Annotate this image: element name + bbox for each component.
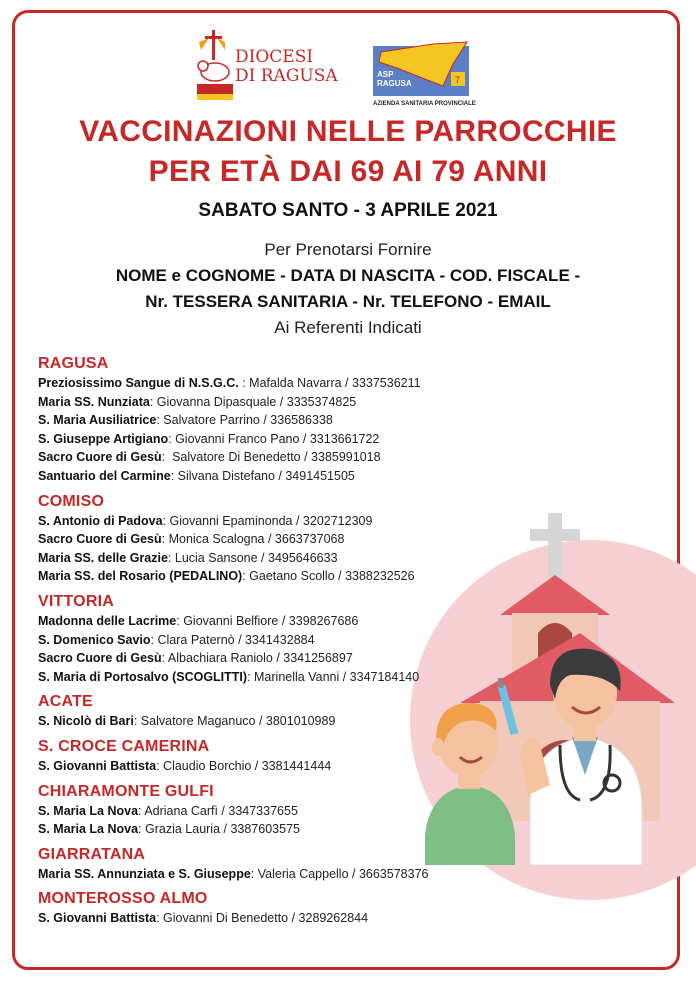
separator: : — [242, 569, 250, 584]
parish-name: Maria SS. del Rosario (PEDALINO) — [38, 569, 243, 584]
section-giarratana — [38, 845, 538, 884]
list-item — [38, 512, 538, 531]
instructions-line4: Ai Referenti Indicati — [274, 318, 422, 337]
parish-name: S. Giovanni Battista — [38, 758, 157, 773]
lamb-book-icon — [195, 28, 235, 108]
section-title: VITTORIA — [38, 592, 114, 610]
referent-contact: Grazia Lauria / 3387603575 — [145, 822, 300, 837]
section-title: ACATE — [38, 693, 93, 711]
separator: : — [161, 532, 169, 547]
diocesi-logo — [195, 28, 345, 108]
referent-contact: Gaetano Scollo / 3388232526 — [249, 569, 415, 584]
section-monterosso-almo — [38, 889, 538, 928]
asp-label — [377, 70, 412, 88]
list-item — [38, 802, 538, 821]
referent-contact: Adriana Carfì / 3347337655 — [144, 803, 298, 818]
parish-name: Sacro Cuore di Gesù — [38, 532, 162, 547]
list-item — [38, 820, 538, 839]
list-item — [38, 549, 538, 568]
parish-name: Maria SS. Nunziata — [38, 394, 150, 409]
parish-name: Preziosissimo Sangue di N.S.G.C. — [38, 376, 239, 390]
parish-name: S. Giuseppe Artigiano — [38, 431, 169, 446]
parish-name: S. Domenico Savio — [38, 632, 151, 647]
instructions-line1: Per Prenotarsi Fornire — [264, 240, 432, 259]
asp-logo — [373, 38, 483, 108]
parish-name: Santuario del Carmine — [38, 468, 171, 483]
referent-contact: Giovanni Franco Pano / 3313661722 — [175, 431, 380, 446]
section-comiso — [38, 492, 538, 586]
parish-name: S. Maria La Nova — [38, 822, 139, 837]
referent-contact: Giovanna Dipasquale / 3335374825 — [156, 394, 357, 409]
separator: : — [161, 651, 168, 666]
parish-name: Sacro Cuore di Gesù — [38, 450, 162, 465]
list-item — [38, 393, 538, 412]
list-item — [38, 411, 538, 430]
section-title: MONTEROSSO ALMO — [38, 890, 208, 908]
referent-contact: Claudio Borchio / 3381441444 — [163, 758, 332, 773]
separator: : — [156, 413, 164, 428]
referent-contact: Clara Paternò / 3341432884 — [157, 632, 315, 647]
separator: : — [150, 632, 158, 647]
section-title: S. CROCE CAMERINA — [38, 737, 210, 755]
section-title: RAGUSA — [38, 355, 109, 372]
diocesi-name — [235, 48, 338, 86]
parish-name: S. Nicolò di Bari — [38, 714, 134, 729]
list-item — [38, 530, 538, 549]
separator: : — [162, 513, 170, 528]
parish-name: S. Antonio di Padova — [38, 513, 163, 528]
separator: : — [247, 669, 255, 684]
section-title: COMISO — [38, 492, 105, 510]
referent-contact: Valeria Cappello / 3663578376 — [257, 866, 429, 881]
parish-name: S. Maria di Portosalvo (SCOGLITTI) — [38, 669, 248, 684]
section-acate — [38, 692, 538, 731]
separator: : — [138, 822, 145, 837]
separator: : — [156, 911, 164, 926]
separator: : — [161, 450, 173, 465]
asp-line1: ASP — [377, 70, 394, 79]
parish-name: Maria SS. Annunziata e S. Giuseppe — [38, 866, 251, 881]
separator: : — [168, 431, 176, 446]
referent-contact: Monica Scalogna / 3663737068 — [168, 532, 345, 547]
separator: : — [176, 613, 184, 628]
section-ragusa — [38, 354, 538, 486]
list-item — [38, 909, 538, 928]
asp-subtitle: AZIENDA SANITARIA PROVINCIALE — [373, 101, 476, 107]
list-item — [38, 631, 538, 650]
section-vittoria — [38, 592, 538, 686]
title-line2: PER ETÀ DAI 69 AI 79 ANNI — [148, 155, 548, 188]
referent-contact: Salvatore Parrino / 336586338 — [163, 413, 333, 428]
referent-contact: Giovanni Belfiore / 3398267686 — [183, 613, 359, 628]
parish-name: Maria SS. delle Grazie — [38, 550, 168, 565]
asp-line2: RAGUSA — [377, 79, 412, 88]
parish-name: S. Maria Ausiliatrice — [38, 413, 157, 428]
diocesi-line1: DIOCESI — [235, 47, 314, 67]
event-date: SABATO SANTO - 3 APRILE 2021 — [198, 200, 498, 221]
separator: : — [156, 758, 164, 773]
separator: : — [170, 468, 178, 483]
list-item — [38, 668, 538, 687]
referent-contact: Salvatore Maganuco / 3801010989 — [140, 714, 336, 729]
list-item — [38, 649, 538, 668]
asp-number-label: 7 — [455, 75, 461, 85]
instructions-line3: Nr. TESSERA SANITARIA - Nr. TELEFONO - EMAIL — [145, 292, 551, 311]
list-item — [38, 712, 538, 731]
parish-name: S. Giovanni Battista — [38, 911, 157, 926]
logo-row — [195, 28, 485, 110]
list-item — [38, 567, 538, 586]
separator: : — [138, 803, 145, 818]
parish-name: Sacro Cuore di Gesù — [38, 651, 162, 666]
separator: : — [133, 714, 141, 729]
separator: : — [167, 550, 175, 565]
parish-list — [38, 354, 538, 934]
referent-contact: Silvana Distefano / 3491451505 — [177, 468, 355, 483]
list-item — [38, 430, 538, 449]
referent-contact: Albachiara Raniolo / 3341256897 — [167, 651, 353, 666]
referent-contact: Salvatore Di Benedetto / 3385991018 — [172, 450, 381, 465]
parish-name: Madonna delle Lacrime — [38, 613, 177, 628]
referent-contact: Giovanni Di Benedetto / 3289262844 — [163, 911, 369, 926]
section-title: GIARRATANA — [38, 845, 146, 863]
list-item — [38, 757, 538, 776]
referent-contact: Marinella Vanni / 3347184140 — [254, 669, 420, 684]
list-item — [38, 374, 538, 393]
section-s-croce-camerina — [38, 737, 538, 776]
referent-contact: Giovanni Epaminonda / 3202712309 — [169, 513, 373, 528]
separator: : — [149, 394, 157, 409]
diocesi-line2: DI RAGUSA — [235, 66, 338, 86]
instructions-line2: NOME e COGNOME - DATA DI NASCITA - COD. FISCALE - — [115, 266, 581, 285]
list-item — [38, 865, 538, 884]
separator: : — [250, 866, 258, 881]
list-item — [38, 467, 538, 486]
referent-contact: Mafalda Navarra / 3337536211 — [249, 376, 421, 390]
title-line1: VACCINAZIONI NELLE PARROCCHIE — [79, 115, 617, 148]
separator: : — [238, 376, 250, 390]
parish-name: S. Maria La Nova — [38, 803, 139, 818]
list-item — [38, 448, 538, 467]
referent-contact: Lucia Sansone / 3495646633 — [174, 550, 338, 565]
section-chiaramonte-gulfi — [38, 782, 538, 839]
list-item — [38, 612, 538, 631]
section-title: CHIARAMONTE GULFI — [38, 782, 214, 800]
